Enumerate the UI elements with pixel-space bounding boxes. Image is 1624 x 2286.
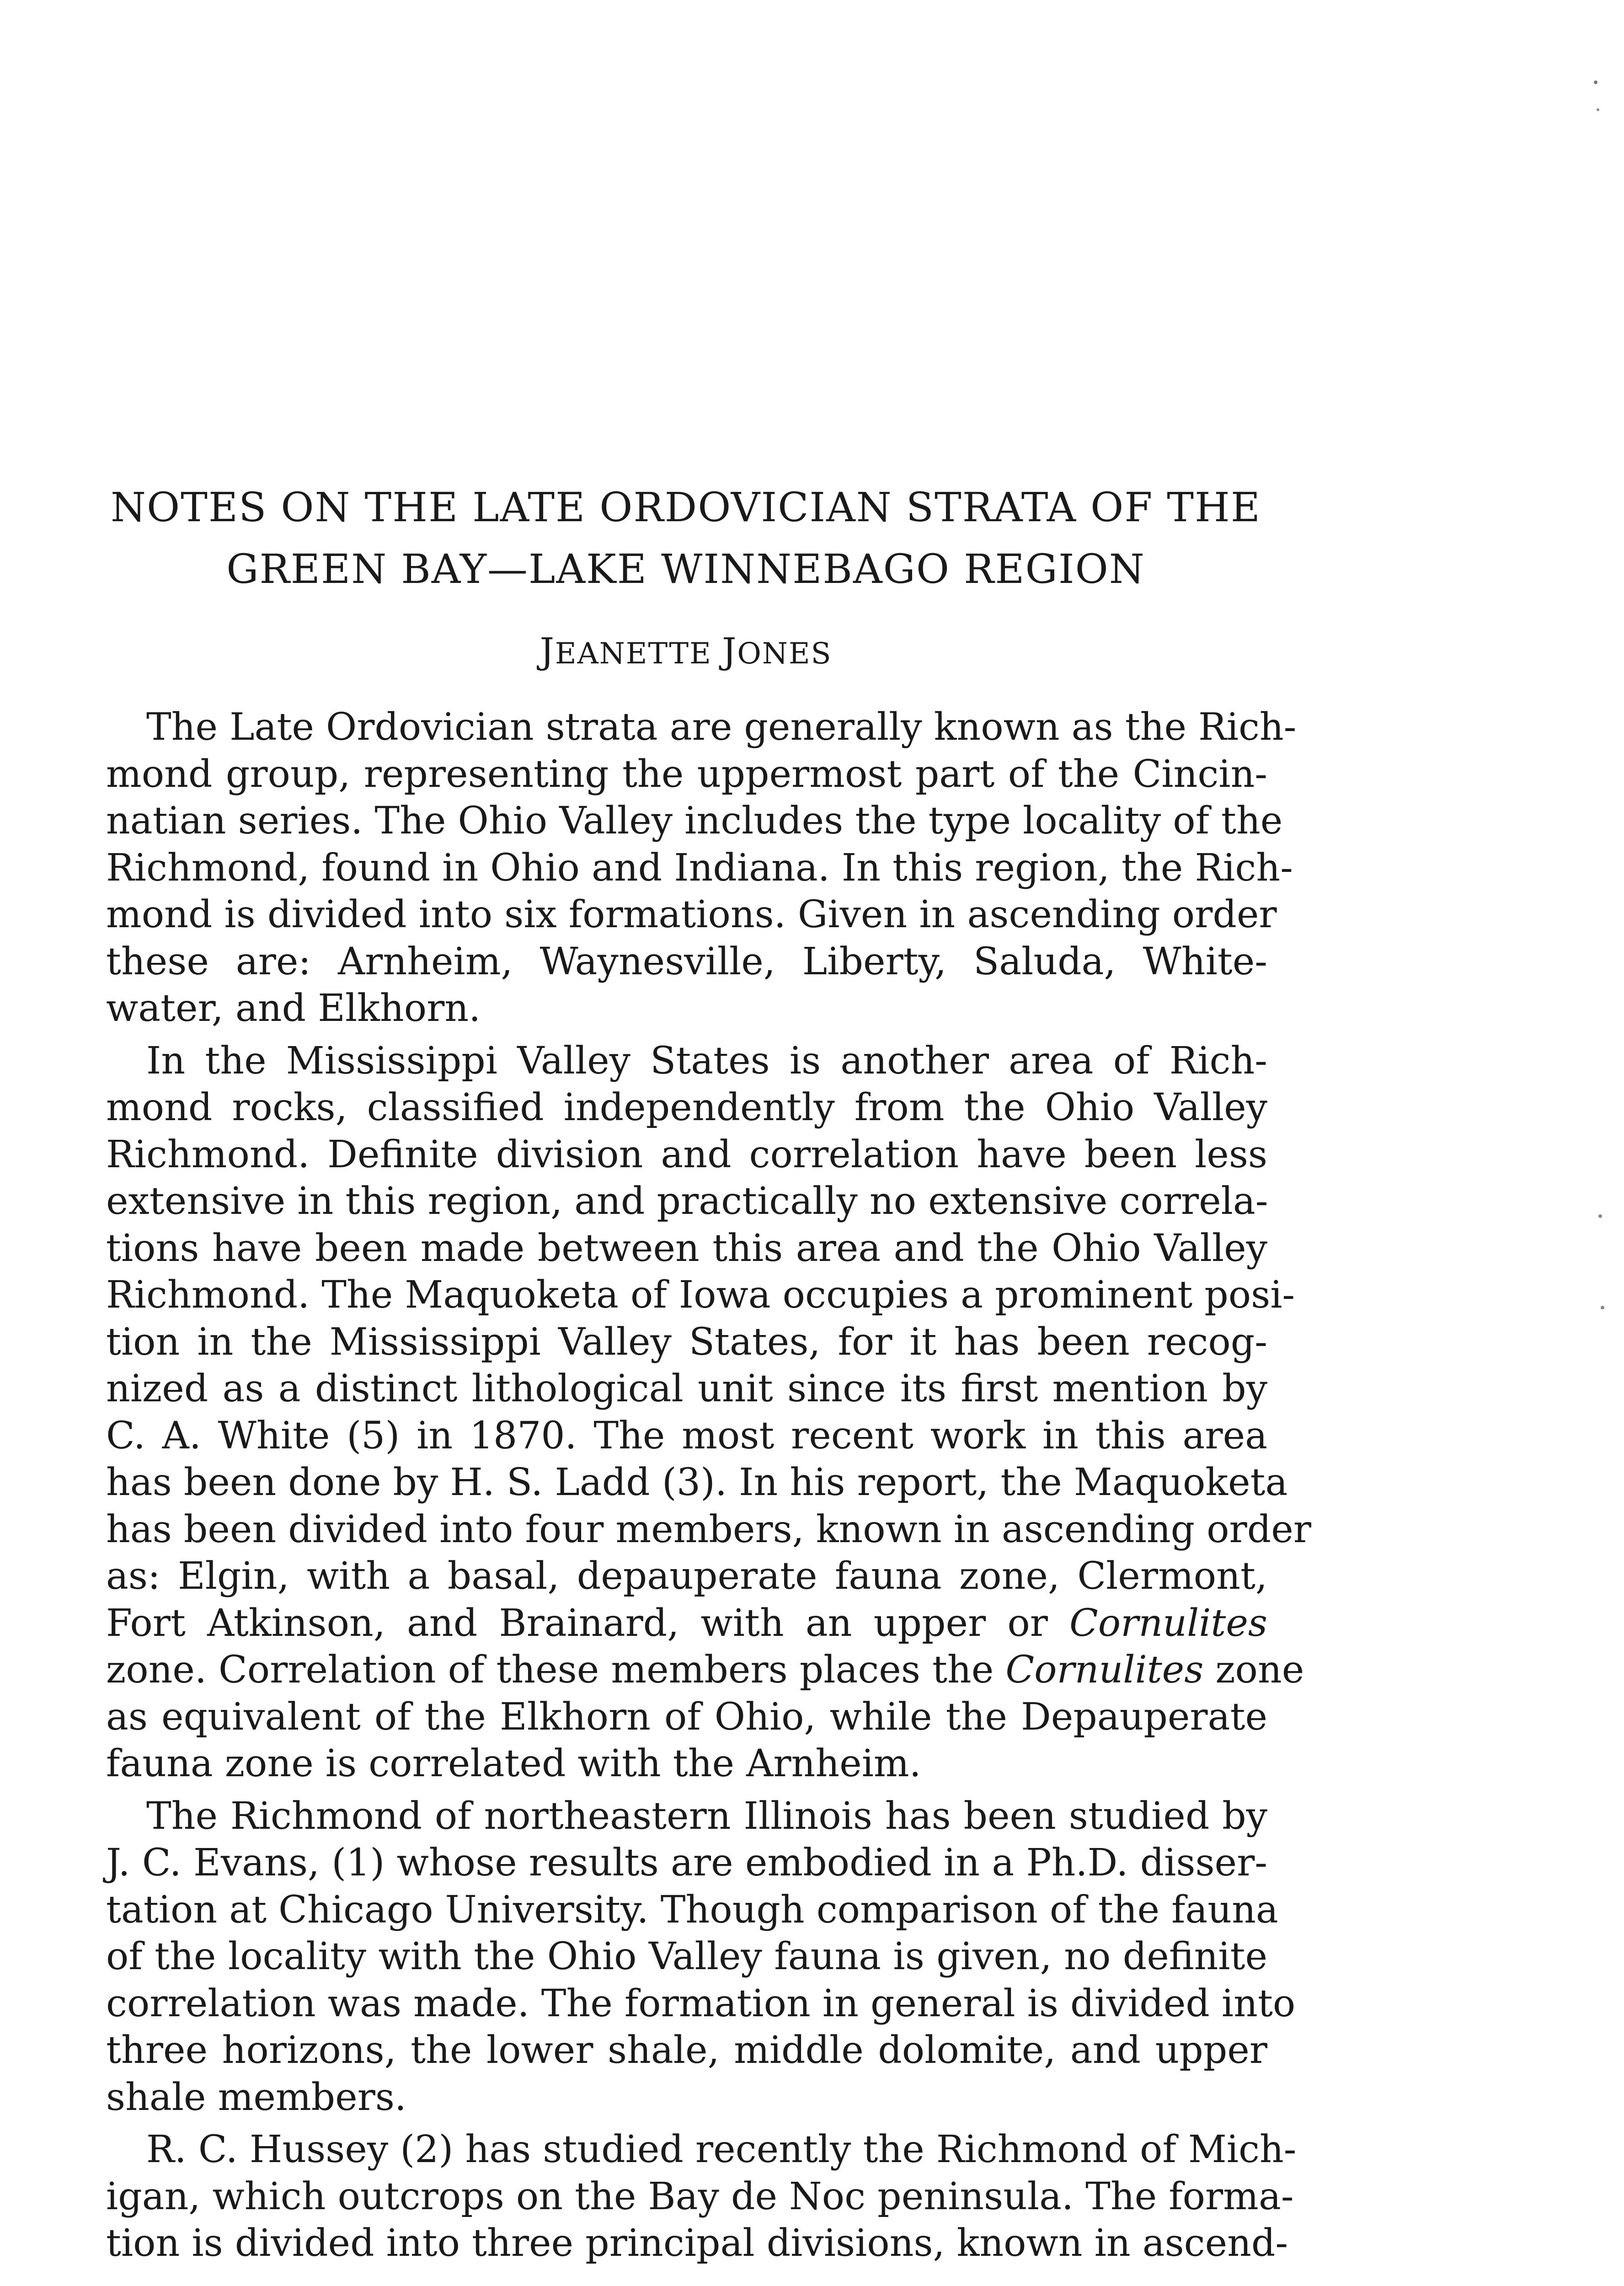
text-line: of the locality with the Ohio Valley fauna is given, no definite xyxy=(106,1935,1267,1978)
text-line: tion in the Mississippi Valley States, for it has been recog- xyxy=(106,1320,1267,1364)
text-line: extensive in this region, and practically no extensive correla- xyxy=(106,1180,1268,1223)
text-line: has been divided into four members, known in ascending order xyxy=(106,1507,1311,1551)
text-line: natian series. The Ohio Valley includes the type locality of the xyxy=(106,799,1283,843)
text-line: tion is divided into three principal divisions, known in ascend- xyxy=(106,2222,1288,2265)
article-title-line-2: GREEN BAY—LAKE WINNEBAGO REGION xyxy=(226,545,1145,593)
paragraph-2 xyxy=(106,1038,1311,1788)
text-line: fauna zone is correlated with the Arnheim. xyxy=(106,1742,921,1785)
text-line: Richmond. Definite division and correlation have been less xyxy=(106,1132,1267,1176)
text-line: water, and Elkhorn. xyxy=(106,987,481,1030)
text-line: correlation was made. The formation in general is divided into xyxy=(106,1982,1296,2025)
text-line: mond is divided into six formations. Given in ascending order xyxy=(106,893,1277,936)
text-line: mond group, representing the uppermost part of the Cincin- xyxy=(106,752,1267,796)
text-line: igan, which outcrops on the Bay de Noc peninsula. The forma- xyxy=(106,2174,1294,2218)
text-line: Richmond. The Maquoketa of Iowa occupies a prominent posi- xyxy=(106,1273,1295,1317)
article-title-line-1: NOTES ON THE LATE ORDOVICIAN STRATA OF THE xyxy=(111,484,1261,531)
author-last-rest: ONES xyxy=(737,637,832,671)
paragraph-3 xyxy=(106,1793,1296,2121)
text-line: tation at Chicago University. Though comparison of the fauna xyxy=(106,1888,1278,1932)
paragraph-1 xyxy=(106,704,1297,1032)
text-line: mond rocks, classified independently from the Ohio Valley xyxy=(106,1086,1267,1129)
text-line: C. A. White (5) in 1870. The most recent work in this area xyxy=(106,1414,1267,1458)
text-line: has been done by H. S. Ladd (3). In his report, the Maquoketa xyxy=(106,1461,1288,1504)
text-line: shale members. xyxy=(106,2075,407,2119)
text-line: these are: Arnheim, Waynesville, Liberty, Saluda, White- xyxy=(106,940,1267,983)
text-line: nized as a distinct lithological unit since its first mention by xyxy=(106,1367,1267,1410)
author-last-initial: J xyxy=(722,631,737,672)
text-line: tions have been made between this area and the Ohio Valley xyxy=(106,1226,1267,1270)
italic-taxon: Cornulites xyxy=(1005,1648,1204,1692)
italic-taxon: Cornulites xyxy=(1069,1601,1267,1645)
text-line: The Richmond of northeastern Illinois has been studied by xyxy=(146,1794,1267,1838)
text-line: as equivalent of the Elkhorn of Ohio, while the Depauperate xyxy=(106,1695,1267,1739)
paragraph-4 xyxy=(106,2126,1297,2267)
text-line: R. C. Hussey (2) has studied recently the Richmond of Mich- xyxy=(146,2128,1297,2171)
text-line: In the Mississippi Valley States is another area of Rich- xyxy=(146,1039,1267,1083)
text-line: as: Elgin, with a basal, depauperate fauna zone, Clermont, xyxy=(106,1554,1267,1598)
text-line: three horizons, the lower shale, middle dolomite, and upper xyxy=(106,2029,1267,2072)
text-line: The Late Ordovician strata are generally known as the Rich- xyxy=(146,705,1297,749)
text-line: J. C. Evans, (1) whose results are embodied in a Ph.D. disser- xyxy=(106,1841,1267,1885)
text-line: zone. Correlation of these members places the Cornulites zone xyxy=(106,1648,1304,1692)
article-body xyxy=(106,704,1311,2273)
text-line: Fort Atkinson, and Brainard, with an upper or Cornulites xyxy=(106,1601,1267,1645)
author-name xyxy=(91,631,1280,672)
author-first-initial: J xyxy=(540,631,555,672)
author-first-rest: EANETTE xyxy=(555,637,712,671)
text-line: Richmond, found in Ohio and Indiana. In this region, the Rich- xyxy=(106,846,1293,890)
